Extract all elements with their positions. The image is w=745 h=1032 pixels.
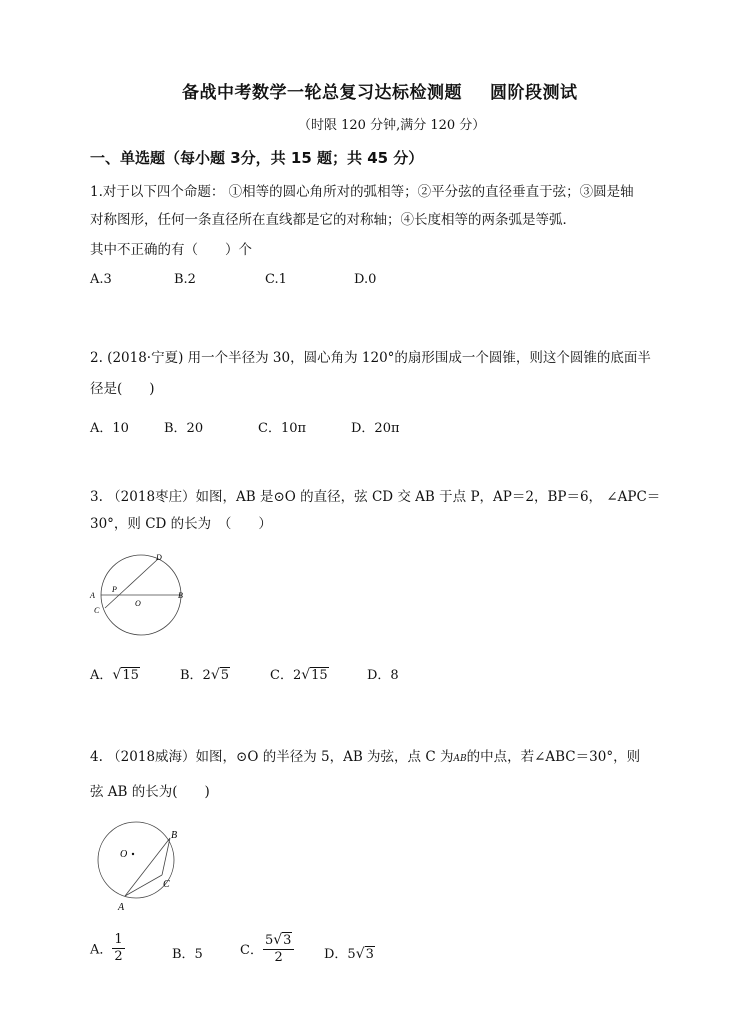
q4-option-c: C． $\frac{5√3}{2}$ [240,932,294,965]
q4-segment-ca [125,875,162,896]
q3-line2: 30°，则 CD 的长为 （ ） [90,516,272,532]
q3-option-c: C．2√15 [270,667,328,683]
q3-label-d: D [156,553,162,562]
q4-line2: 弦 AB 的长为( ) [90,784,210,800]
q3-line1: 3. （2018枣庄）如图，AB 是⊙O 的直径，弦 CD 交 AB 于点 P，AP＝2，BP＝6， ∠APC＝ [90,489,661,505]
q4-option-b: B．5 [172,947,203,962]
q3-figure [88,548,198,638]
q2-option-d: D．20π [351,421,400,436]
q1-option-d: D.0 [354,272,377,287]
q2-option-c: C．10π [258,421,307,436]
q3-label-a: A [90,591,95,600]
title-sub: 圆阶段测试 [490,83,578,103]
q4-label-b: B [171,830,178,841]
q4-line1: 4. （2018威海）如图，⊙O 的半径为 5，AB 为弦，点 C 为AB的中点，若∠ABC＝30°，则 [90,749,641,765]
q1-option-b: B.2 [174,272,196,287]
q4-label-o: O [120,849,128,860]
page-title [182,78,578,103]
q4-center-dot [132,853,134,855]
q4-label-c: C [163,879,170,890]
q3-label-b: B [178,591,183,600]
q1-line2: 对称图形，任何一条直径所在直线都是它的对称轴；④长度相等的两条弧是等弧． [90,212,576,228]
q2-option-a: A．10 [90,421,129,436]
q3-label-c: C [94,606,100,615]
q3-option-d: D．8 [367,668,399,683]
q4-arc-ab: AB [453,754,467,764]
q4-figure [88,820,198,912]
q3-label-p: P [112,585,117,594]
q3-option-b: B．2√5 [180,667,230,683]
q1-line3: 其中不正确的有（ ）个 [90,242,252,258]
time-note: （时限 120 分钟,满分 120 分） [298,118,486,133]
q1-option-a: A.3 [90,272,112,287]
q4-label-a: A [118,902,125,912]
q4-option-a: A． $\frac{1}{2}$ [90,932,123,964]
q4-option-d: D．5√3 [324,946,374,962]
section-heading: 一、单选题（每小题 3分，共 15 题；共 45 分） [90,149,424,167]
q2-line2: 径是( ) [90,381,155,397]
q1-option-c: C.1 [265,272,287,287]
q1-line1: 1.对于以下四个命题： ①相等的圆心角所对的弧相等；②平分弦的直径垂直于弦；③圆是轴 [90,184,634,200]
title-main: 备战中考数学一轮总复习达标检测题 [182,83,462,103]
q3-option-a: A．√15 [90,667,139,683]
q2-line1: 2. (2018·宁夏) 用一个半径为 30，圆心角为 120°的扇形围成一个圆锥，则这个圆锥的底面半 [90,350,651,366]
q2-option-b: B．20 [164,421,204,436]
q3-label-o: O [135,599,141,608]
